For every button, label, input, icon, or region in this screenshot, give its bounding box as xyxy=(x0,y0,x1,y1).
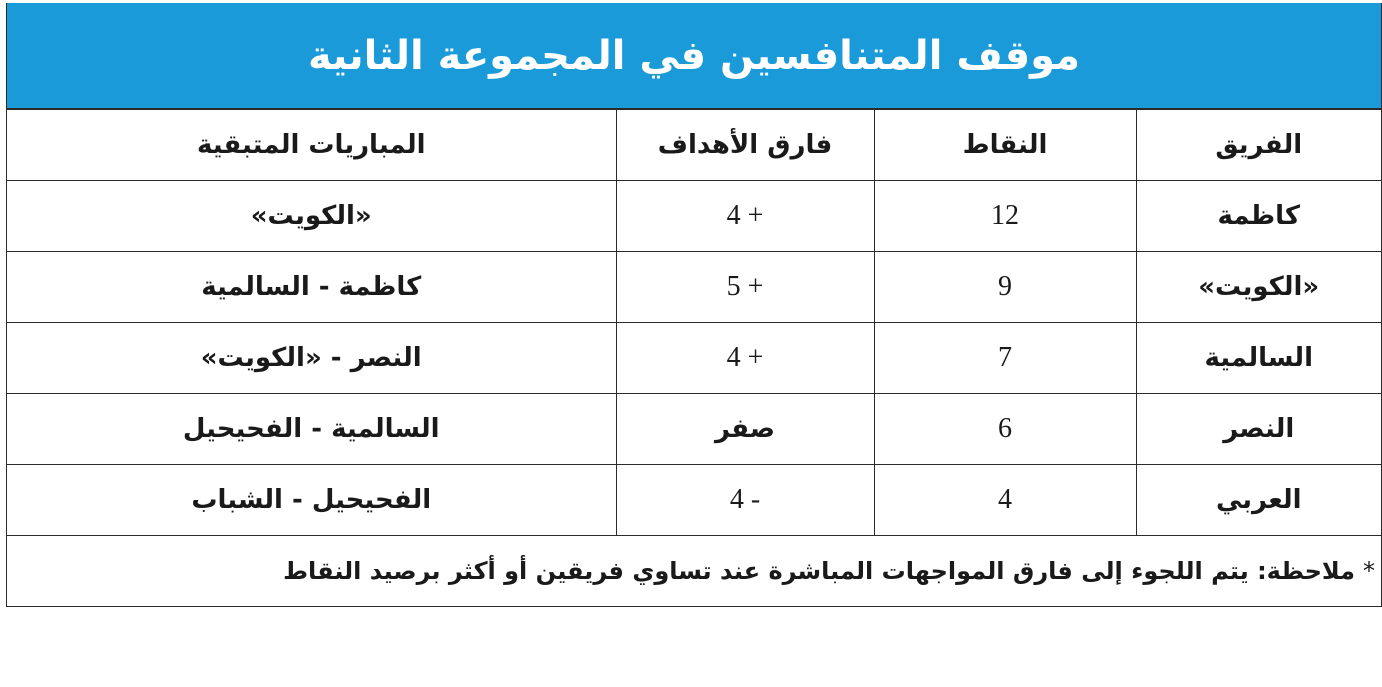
points-cell: 4 xyxy=(874,465,1136,536)
remaining-matches-cell: السالمية - الفحيحيل xyxy=(7,394,616,465)
goal-difference-cell: + 4 xyxy=(616,323,874,394)
footnote-text: ملاحظة: يتم اللجوء إلى فارق المواجهات المباشرة عند تساوي فريقين أو أكثر برصيد النقاط xyxy=(283,557,1355,585)
table-row xyxy=(7,181,1381,252)
column-header-remaining-matches: المباريات المتبقية xyxy=(7,110,616,181)
goal-difference-cell: - 4 xyxy=(616,465,874,536)
standings-table xyxy=(7,110,1381,536)
table-row xyxy=(7,252,1381,323)
column-header-points: النقاط xyxy=(874,110,1136,181)
points-cell: 12 xyxy=(874,181,1136,252)
goal-difference-cell: + 4 xyxy=(616,181,874,252)
team-cell: «الكويت» xyxy=(1136,252,1381,323)
team-cell: النصر xyxy=(1136,394,1381,465)
team-cell: كاظمة xyxy=(1136,181,1381,252)
table-row xyxy=(7,394,1381,465)
column-header-team: الفريق xyxy=(1136,110,1381,181)
table-row xyxy=(7,465,1381,536)
footnote xyxy=(7,536,1381,606)
remaining-matches-cell: كاظمة - السالمية xyxy=(7,252,616,323)
team-cell: السالمية xyxy=(1136,323,1381,394)
points-cell: 6 xyxy=(874,394,1136,465)
table-header-row xyxy=(7,110,1381,181)
remaining-matches-cell: «الكويت» xyxy=(7,181,616,252)
table-title: موقف المتنافسين في المجموعة الثانية xyxy=(307,32,1080,79)
goal-difference-cell: صفر xyxy=(616,394,874,465)
footnote-marker: * xyxy=(1363,557,1375,585)
table-row xyxy=(7,323,1381,394)
team-cell: العربي xyxy=(1136,465,1381,536)
points-cell: 9 xyxy=(874,252,1136,323)
column-header-goal-difference: فارق الأهداف xyxy=(616,110,874,181)
standings-table-container xyxy=(6,3,1382,607)
points-cell: 7 xyxy=(874,323,1136,394)
remaining-matches-cell: الفحيحيل - الشباب xyxy=(7,465,616,536)
remaining-matches-cell: النصر - «الكويت» xyxy=(7,323,616,394)
table-title-bar xyxy=(7,3,1381,110)
goal-difference-cell: + 5 xyxy=(616,252,874,323)
